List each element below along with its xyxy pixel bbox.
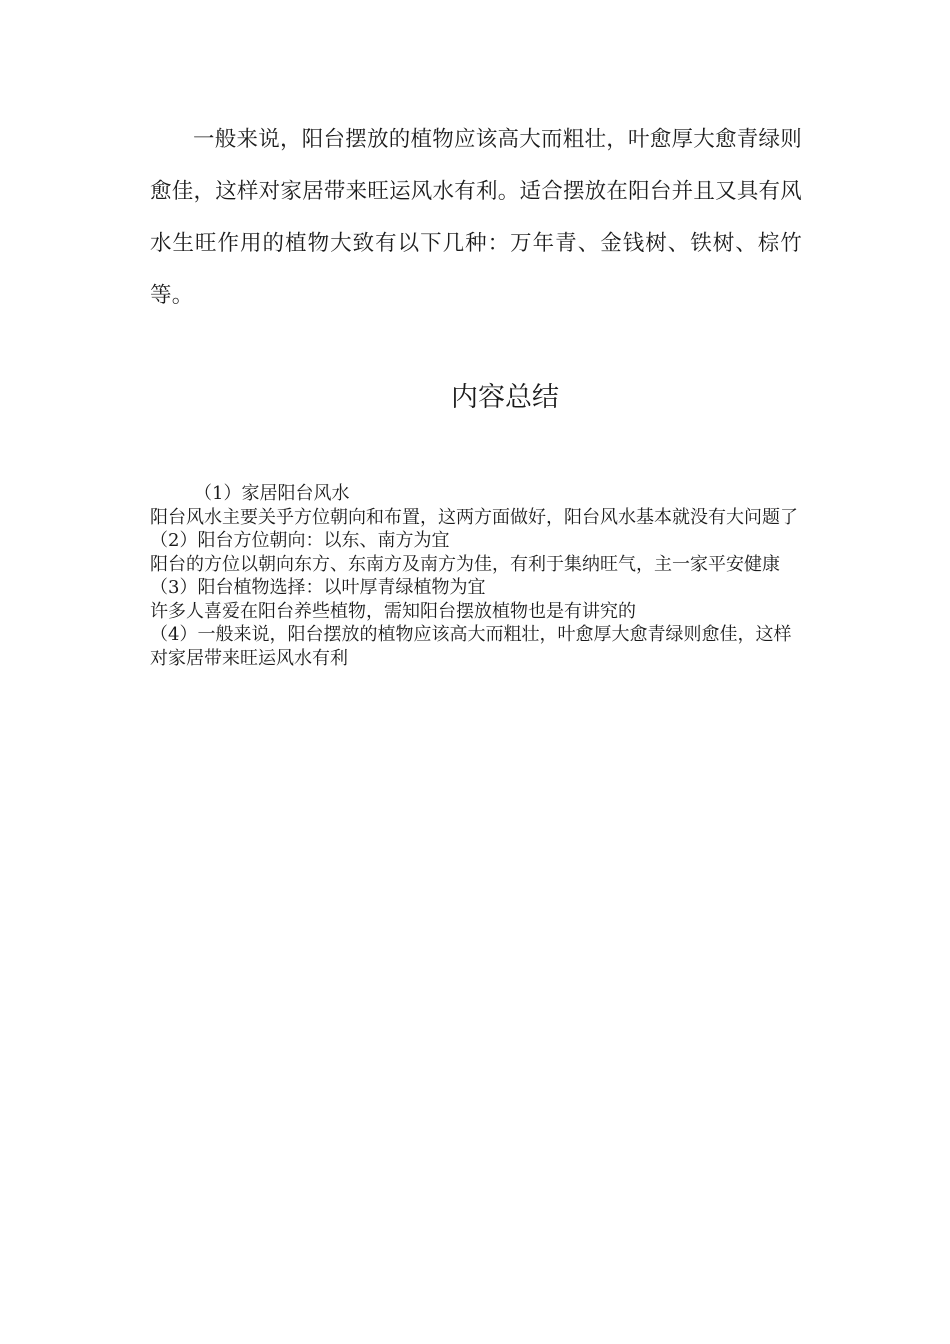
summary-title: 内容总结: [451, 382, 559, 413]
summary-item-1-body: 阳台风水主要关乎方位朝向和布置，这两方面做好，阳台风水基本就没有大问题了: [150, 506, 798, 528]
summary-item-1-heading: （1）家居阳台风水: [194, 483, 350, 504]
summary-item-2-heading: （2）阳台方位朝向：以东、南方为宜: [150, 530, 450, 551]
summary-item-4-heading: （4）一般来说，阳台摆放的植物应该高大而粗壮，叶愈厚大愈青绿则愈佳，这样对家居带来旺运风水有利: [150, 624, 792, 669]
summary-list: [150, 482, 800, 670]
summary-item-3-body: 许多人喜爱在阳台养些植物，需知阳台摆放植物也是有讲究的: [150, 600, 636, 622]
intro-paragraph: 一般来说，阳台摆放的植物应该高大而粗壮，叶愈厚大愈青绿则愈佳，这样对家居带来旺运风水有利。适合摆放在阳台并且又具有风水生旺作用的植物大致有以下几种：万年青、金钱树、铁树、棕竹等。: [150, 127, 802, 308]
summary-item-2-body: 阳台的方位以朝向东方、东南方及南方为佳，有利于集纳旺气，主一家平安健康: [150, 553, 780, 575]
summary-item-3-heading: （3）阳台植物选择：以叶厚青绿植物为宜: [150, 577, 486, 598]
